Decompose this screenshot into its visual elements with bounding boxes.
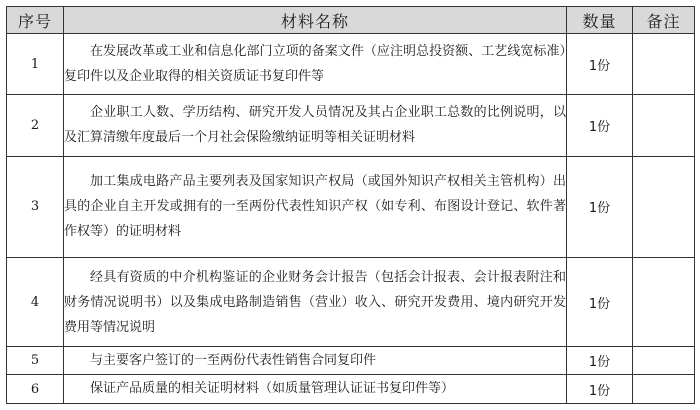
row-serial-number: 1 xyxy=(7,34,64,95)
row-remarks xyxy=(633,156,695,257)
table-row xyxy=(7,258,695,347)
row-quantity: 1份 xyxy=(567,258,633,347)
materials-table xyxy=(6,6,695,404)
header-material-name: 材料名称 xyxy=(64,7,567,34)
table-row xyxy=(7,346,695,375)
table-row xyxy=(7,34,695,95)
row-material-name: 经具有资质的中介机构鉴证的企业财务会计报告（包括会计报表、会计报表附注和财务情况说明书）以及集成电路制造销售（营业）收入、研究开发费用、境内研究开发费用等情况说明 xyxy=(64,258,567,347)
header-quantity: 数量 xyxy=(567,7,633,34)
row-serial-number: 5 xyxy=(7,346,64,375)
row-quantity: 1份 xyxy=(567,34,633,95)
row-material-name: 与主要客户签订的一至两份代表性销售合同复印件 xyxy=(64,346,567,375)
table-row xyxy=(7,375,695,404)
row-serial-number: 2 xyxy=(7,95,64,156)
row-remarks xyxy=(633,346,695,375)
row-serial-number: 4 xyxy=(7,258,64,347)
row-serial-number: 6 xyxy=(7,375,64,404)
row-quantity: 1份 xyxy=(567,375,633,404)
materials-table-container xyxy=(6,6,694,404)
row-quantity: 1份 xyxy=(567,156,633,257)
row-quantity: 1份 xyxy=(567,346,633,375)
row-material-name: 企业职工人数、学历结构、研究开发人员情况及其占企业职工总数的比例说明，以及汇算清缴年度最后一个月社会保险缴纳证明等相关证明材料 xyxy=(64,95,567,156)
row-remarks xyxy=(633,258,695,347)
row-remarks xyxy=(633,95,695,156)
header-remarks: 备注 xyxy=(633,7,695,34)
row-material-name: 在发展改革或工业和信息化部门立项的备案文件（应注明总投资额、工艺线宽标准）复印件以及企业取得的相关资质证书复印件等 xyxy=(64,34,567,95)
header-serial-number: 序号 xyxy=(7,7,64,34)
row-material-name: 加工集成电路产品主要列表及国家知识产权局（或国外知识产权相关主管机构）出具的企业自主开发或拥有的一至两份代表性知识产权（如专利、布图设计登记、软件著作权等）的证明材料 xyxy=(64,156,567,257)
table-header-row xyxy=(7,7,695,34)
table-row xyxy=(7,95,695,156)
row-serial-number: 3 xyxy=(7,156,64,257)
row-material-name: 保证产品质量的相关证明材料（如质量管理认证证书复印件等） xyxy=(64,375,567,404)
row-remarks xyxy=(633,34,695,95)
table-row xyxy=(7,156,695,257)
row-quantity: 1份 xyxy=(567,95,633,156)
row-remarks xyxy=(633,375,695,404)
